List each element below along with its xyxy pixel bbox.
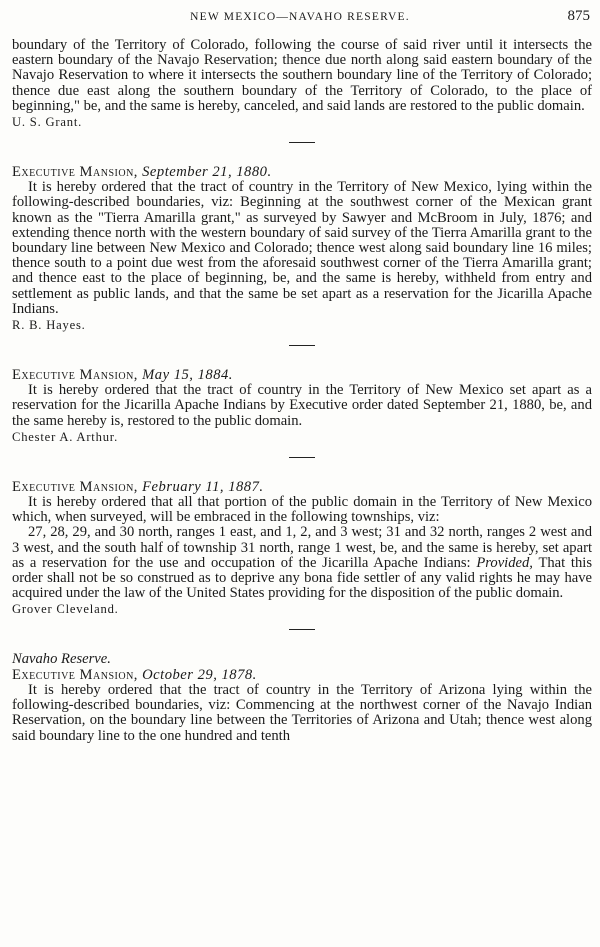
heading-date: February 11, 1887.: [142, 478, 264, 495]
page-number: 875: [567, 8, 590, 24]
order-heading: [12, 368, 592, 383]
paragraph-order-1887: It is hereby ordered that all that portion of the public domain in the Territory of New Mexico which, when surveyed, will be embraced in the following townships, viz:: [12, 494, 592, 526]
heading-date: May 15, 1884.: [142, 367, 233, 384]
heading-mansion: Executive Mansion,: [12, 666, 138, 683]
separator-rule: [289, 629, 315, 630]
paragraph-order-1878: It is hereby ordered that the tract of country in the Territory of Arizona lying within the following-described boundaries, viz: Commencing at the northwest corner of the Navajo Indian Reservation, on the boundary line between the Territories of Arizona and Utah; thence west along said boundary line to the one hundred and tenth: [12, 681, 592, 744]
page-body: [12, 38, 592, 744]
order-heading: [12, 480, 592, 495]
heading-date: October 29, 1878.: [142, 666, 257, 683]
running-head: NEW MEXICO—NAVAHO RESERVE.: [190, 11, 410, 23]
separator-rule: [289, 457, 315, 458]
paragraph-continuation: boundary of the Territory of Colorado, following the course of said river until it intersects the eastern boundary of the Navajo Reservation; thence due north along said eastern boundary of the Navajo Reservation to where it intersects the southern boundary line of the Territory of Colorado; thence due east along the southern boundary of the Territory of Colorado, to the place of beginning," be, and the same is hereby, canceled, and said lands are restored to the public domain.: [12, 37, 592, 114]
separator-rule: [289, 142, 315, 143]
separator-rule: [289, 345, 315, 346]
signature-hayes: R. B. Hayes.: [12, 318, 86, 333]
heading-mansion: Executive Mansion,: [12, 478, 138, 495]
townships-text: 27, 28, 29, and 30 north, ranges 1 east, and 1, 2, and 3 west; 31 and 32 north, ranges 2 west and 3 west, and the south half of township 31 north, range 1 west, be, and the same is hereby, set apart as a reservation for the use and occupation of the Jicarilla Apache Indians:: [12, 524, 592, 571]
provided-word: Provided,: [476, 554, 533, 571]
page-header: [0, 8, 600, 28]
order-heading: [12, 668, 592, 683]
proviso-text: That this order shall not be so construed as to deprive any bona fide settler of any valid rights he may have acquired under the law of the United States providing for the disposition of the public domain.: [12, 554, 592, 602]
order-heading: [12, 165, 592, 180]
paragraph-order-1884: It is hereby ordered that the tract of country in the Territory of New Mexico set apart as a reservation for the Jicarilla Apache Indians by Executive order dated September 21, 1880, be, and the same hereby is, restored to the public domain.: [12, 382, 592, 429]
signature-grant: U. S. Grant.: [12, 115, 83, 130]
paragraph-order-1887-townships: [12, 525, 592, 601]
heading-mansion: Executive Mansion,: [12, 164, 138, 181]
paragraph-order-1880: It is hereby ordered that the tract of country in the Territory of New Mexico, lying within the following-described boundaries, viz: Beginning at the southwest corner of the Mexican grant known as the "Tierra Amarilla grant," as surveyed by Sawyer and McBroom in July, 1876; and extending thence north with the western boundary of said survey of the Tierra Amarilla grant to the boundary line between New Mexico and Colorado; thence west along said boundary line 16 miles; thence south to a point due west from the aforesaid southwest corner of the Tierra Amarilla grant; and thence east to the place of beginning, be, and the same is hereby, withheld from entry and settlement as public lands, and that the same be set apart as a reservation for the Jicarilla Apache Indians.: [12, 179, 592, 317]
heading-date: September 21, 1880.: [142, 164, 272, 181]
section-title: Navaho Reserve.: [12, 651, 111, 668]
signature-cleveland: Grover Cleveland.: [12, 602, 119, 617]
signature-arthur: Chester A. Arthur.: [12, 429, 119, 444]
heading-mansion: Executive Mansion,: [12, 367, 138, 384]
